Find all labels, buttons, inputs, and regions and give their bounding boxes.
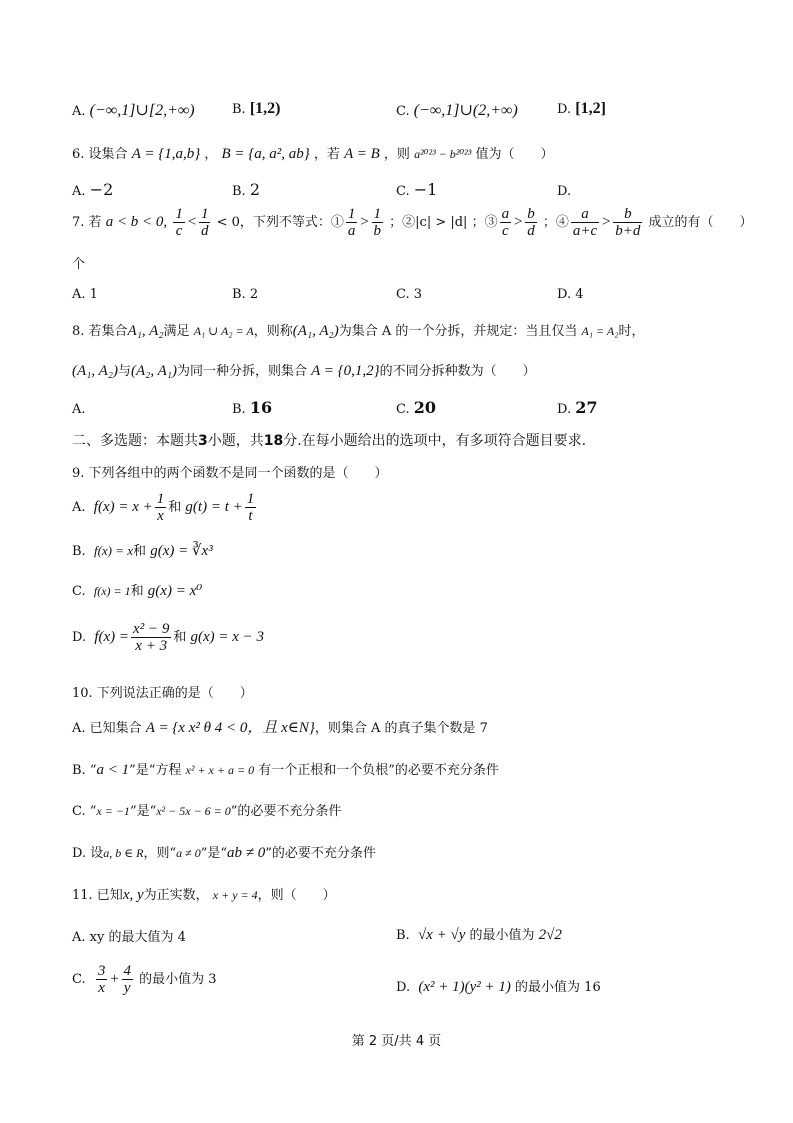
- option-label: D.: [396, 980, 411, 995]
- math-expression: A = {0,1,2}: [311, 363, 380, 379]
- fraction: [525, 206, 537, 239]
- math-expression: f(x) =: [94, 629, 130, 645]
- numerator: a: [571, 206, 599, 223]
- question-11-option-d: [396, 976, 601, 996]
- stem-text: 成立的有（ ）: [648, 215, 753, 230]
- stem-text: ；③: [471, 215, 498, 230]
- math-expression: [1,2): [249, 100, 281, 117]
- fraction: [571, 206, 599, 239]
- option-label: A.: [72, 104, 86, 119]
- section-heading: [72, 430, 586, 450]
- option-label: D.: [557, 402, 572, 417]
- option-text: 的最小值为: [469, 928, 535, 943]
- option-label: B.: [396, 928, 410, 943]
- math-expression: a, b ∈ R: [103, 846, 144, 860]
- math-operator: +: [109, 971, 120, 987]
- denominator: c: [175, 223, 183, 239]
- math-expression: a²⁰²³ − b²⁰²³: [414, 147, 472, 161]
- option-text: ”的必要不充分条件: [265, 846, 376, 861]
- option-value: 27: [575, 398, 598, 417]
- question-8-option-a: [72, 398, 86, 417]
- numerator: 1: [347, 206, 356, 222]
- math-operator: >: [359, 214, 370, 230]
- math-expression: √x + √y: [417, 927, 466, 943]
- question-10-option-a: [72, 716, 488, 737]
- numerator: 1: [156, 491, 165, 507]
- stem-text: 满足: [163, 324, 190, 339]
- math-expression: x + y = 4: [212, 888, 258, 902]
- option-value: −2: [89, 180, 114, 199]
- option-text: A. 已知集合: [72, 721, 142, 736]
- fraction: [613, 206, 642, 239]
- stem-text: 11. 已知: [72, 888, 123, 903]
- math-expression: g(t) = t +: [185, 499, 243, 515]
- question-9-option-d: [72, 620, 264, 655]
- stem-text: 和: [168, 500, 182, 515]
- stem-text: ，则（ ）: [257, 888, 336, 903]
- numerator: 4: [123, 963, 132, 979]
- numerator: a: [501, 206, 510, 222]
- fraction: [173, 206, 185, 239]
- math-expression: (−∞,1]∪[2,+∞): [89, 102, 195, 119]
- denominator: y: [123, 980, 131, 996]
- stem-text: ，则: [383, 147, 410, 162]
- option-label: A.: [72, 184, 86, 199]
- denominator: x: [98, 980, 105, 996]
- top-option-b: [232, 100, 280, 118]
- math-expression: A = B: [344, 146, 380, 162]
- stem-text: 和: [133, 544, 147, 559]
- stem-text: ；②|c| > |d|: [389, 215, 468, 230]
- numerator: 1: [373, 206, 382, 222]
- math-expression: (A₁, A₂): [72, 363, 118, 379]
- fraction: [155, 491, 167, 524]
- option-label: A.: [72, 402, 86, 417]
- math-expression: a < 1: [96, 762, 130, 778]
- math-expression: f(x) = 1: [93, 584, 131, 598]
- fraction: [500, 206, 512, 239]
- stem-text: 为集合 A 的一个分拆，并规定：当且仅当: [338, 324, 578, 339]
- option-text: 的最小值为 3: [139, 972, 217, 987]
- math-expression: A = {x x² θ 4 < 0，且 x∈N}: [145, 720, 315, 736]
- option-label: C.: [72, 584, 86, 599]
- math-expression: A₁, A₂: [127, 323, 164, 339]
- question-10-stem: 10. 下列说法正确的是（ ）: [72, 686, 253, 701]
- stem-text: 时，: [618, 324, 645, 339]
- stem-text: ，则称: [253, 324, 293, 339]
- question-8-stem-line2: [72, 360, 536, 380]
- fraction: [122, 963, 134, 996]
- option-text: B. “: [72, 763, 97, 778]
- fraction: [199, 206, 211, 239]
- numerator: 1: [200, 206, 209, 222]
- stem-text: ；④: [542, 215, 569, 230]
- option-label: D.: [72, 630, 87, 645]
- math-expression: a ≠ 0: [176, 846, 201, 860]
- question-6-stem: [72, 143, 554, 163]
- option-label: C.: [396, 402, 410, 417]
- option-label: B.: [232, 184, 246, 199]
- option-text: C. “: [72, 804, 97, 819]
- option-label: D.: [557, 102, 572, 117]
- math-expression: B = {a, a², ab}: [221, 146, 310, 162]
- denominator: d: [200, 223, 209, 239]
- option-text: 有一个正根和一个负根”的必要不充分条件: [258, 763, 499, 778]
- stem-text: 值为（ ）: [475, 147, 554, 162]
- stem-text: 为同一种分拆，则集合: [176, 364, 307, 379]
- stem-text: ，: [204, 147, 218, 162]
- denominator: b: [373, 223, 382, 239]
- question-6-option-c: [396, 180, 437, 199]
- numerator: b: [527, 206, 535, 222]
- question-10-option-b: [72, 759, 499, 779]
- option-text: ”的必要不充分条件: [230, 804, 342, 819]
- option-label: B.: [232, 402, 246, 417]
- question-8-option-d: [557, 398, 598, 417]
- top-option-d: [557, 100, 606, 118]
- math-expression: 2√2: [538, 927, 562, 943]
- question-8-stem-line1: [72, 320, 644, 340]
- heading-text: 二、多选题：本题共: [72, 433, 198, 449]
- stem-text: 8. 若集合: [72, 324, 128, 339]
- option-text: ”是“: [129, 804, 157, 819]
- math-expression: g(x) = ∛x³: [150, 543, 213, 559]
- heading-number: 3: [198, 433, 208, 449]
- denominator: t: [248, 508, 253, 524]
- top-option-c: [396, 100, 518, 120]
- stem-text: 与: [117, 364, 131, 379]
- math-expression: x = −1: [96, 804, 130, 818]
- option-text: ”是“方程: [129, 763, 182, 778]
- question-7-stem-continued: 个: [72, 257, 86, 272]
- question-7-option-d: D. 4: [557, 287, 584, 302]
- option-label: B.: [232, 102, 246, 117]
- fraction: [372, 206, 384, 239]
- question-11-stem: [72, 884, 336, 904]
- stem-text: 为正实数，: [143, 888, 209, 903]
- option-value: 20: [413, 398, 437, 417]
- denominator: x + 3: [135, 638, 168, 654]
- denominator: a+c: [572, 223, 598, 239]
- stem-text: 6. 设集合: [72, 147, 128, 162]
- option-text: 的最小值为 16: [515, 980, 601, 995]
- heading-text: 分.在每小题给出的选项中，有多项符合题目要求.: [283, 433, 587, 449]
- stem-text: 的不同分拆种数为（ ）: [379, 364, 536, 379]
- option-label: D.: [557, 184, 572, 199]
- option-label: B.: [72, 544, 86, 559]
- question-11-option-a: A. xy 的最大值为 4: [72, 930, 186, 945]
- numerator: 1: [246, 491, 255, 507]
- numerator: 1: [175, 206, 183, 222]
- page-footer: 第 2 页/共 4 页: [351, 1034, 442, 1049]
- option-value: 2: [249, 180, 261, 199]
- math-expression: [1,2]: [575, 100, 606, 117]
- math-expression: (A₁, A₂): [292, 323, 339, 339]
- heading-text: 小题，共: [207, 433, 264, 449]
- math-operator: >: [601, 214, 612, 230]
- denominator: x: [157, 508, 164, 524]
- numerator: 3: [97, 963, 106, 979]
- option-label: C.: [396, 184, 410, 199]
- math-expression: x² − 5x − 6 = 0: [156, 804, 231, 818]
- fraction: [245, 491, 257, 524]
- option-text: ，则集合 A 的真子集个数是 7: [314, 721, 488, 736]
- math-expression: (−∞,1]∪(2,+∞): [413, 102, 518, 119]
- numerator: b: [613, 206, 642, 223]
- fraction: [346, 206, 358, 239]
- stem-text: ，若: [313, 147, 340, 162]
- math-expression: g(x) = x⁰: [147, 583, 203, 599]
- math-expression: (A₂, A₁): [131, 363, 177, 379]
- denominator: a: [347, 223, 356, 239]
- math-expression: f(x) = x: [93, 543, 134, 558]
- math-expression: ab ≠ 0: [227, 845, 266, 861]
- math-expression: x² + x + a = 0: [185, 763, 255, 777]
- question-9-option-c: [72, 580, 202, 600]
- fraction: [96, 963, 108, 996]
- heading-number: 18: [263, 433, 284, 449]
- question-11-option-b: [396, 924, 562, 944]
- denominator: b+d: [615, 223, 641, 239]
- denominator: c: [502, 223, 509, 239]
- option-label: C.: [396, 104, 410, 119]
- math-expression: x, y: [122, 887, 144, 903]
- math-expression: a < b < 0,: [105, 214, 168, 230]
- option-label: C.: [72, 972, 86, 987]
- math-expression: g(x) = x − 3: [190, 629, 265, 645]
- math-expression: f(x) = x +: [93, 499, 153, 515]
- math-expression: A = {1,a,b}: [131, 146, 201, 162]
- question-9-option-a: [72, 490, 258, 525]
- option-value: 16: [249, 398, 273, 417]
- numerator: x² − 9: [133, 621, 170, 637]
- stem-text: 7. 若: [72, 215, 102, 230]
- stem-text: < 0，下列不等式：①: [216, 215, 344, 230]
- math-expression: A₁ ∪ A₂ = A: [193, 324, 254, 338]
- math-expression: (x² + 1)(y² + 1): [418, 979, 511, 995]
- question-7-option-b: B. 2: [232, 287, 259, 302]
- option-text: ，则“: [143, 846, 177, 861]
- top-option-a: [72, 100, 195, 120]
- question-8-option-b: [232, 398, 272, 417]
- denominator: d: [527, 223, 535, 239]
- question-6-option-a: [72, 180, 113, 199]
- question-10-option-d: [72, 842, 376, 862]
- fraction: [131, 621, 171, 654]
- option-text: D. 设: [72, 846, 104, 861]
- option-label: A.: [72, 500, 86, 515]
- question-7-option-c: C. 3: [396, 287, 423, 302]
- math-expression: A₁ = A₂: [581, 324, 619, 338]
- question-6-option-b: [232, 180, 260, 199]
- question-11-option-c: [72, 962, 217, 997]
- question-8-option-c: [396, 398, 436, 417]
- question-7-stem: 7. 若 a < b < 0, $\frac{1}{c}$ < $\frac{1}{d}$ < 0，下列不等式：① $\frac{1}{a}$ > $\frac{1}{b}$ ；②|c| > |d| ；③ $\frac{a}{c}$ > $\frac{b}{d}$ ；④ $\frac{a}{a+c}$ > $\frac{b}{b+d}$ 成立的有（ ）: [72, 206, 753, 239]
- option-text: ”是“: [200, 846, 227, 861]
- stem-text: 和: [173, 630, 187, 645]
- question-9-option-b: [72, 540, 213, 560]
- question-7-option-a: A. 1: [72, 287, 98, 302]
- question-10-option-c: [72, 800, 341, 819]
- option-value: −1: [413, 180, 438, 199]
- question-6-option-d: [557, 180, 571, 199]
- stem-text: 和: [130, 584, 144, 599]
- math-operator: >: [513, 214, 524, 230]
- question-9-stem: 9. 下列各组中的两个函数不是同一个函数的是（ ）: [72, 466, 388, 481]
